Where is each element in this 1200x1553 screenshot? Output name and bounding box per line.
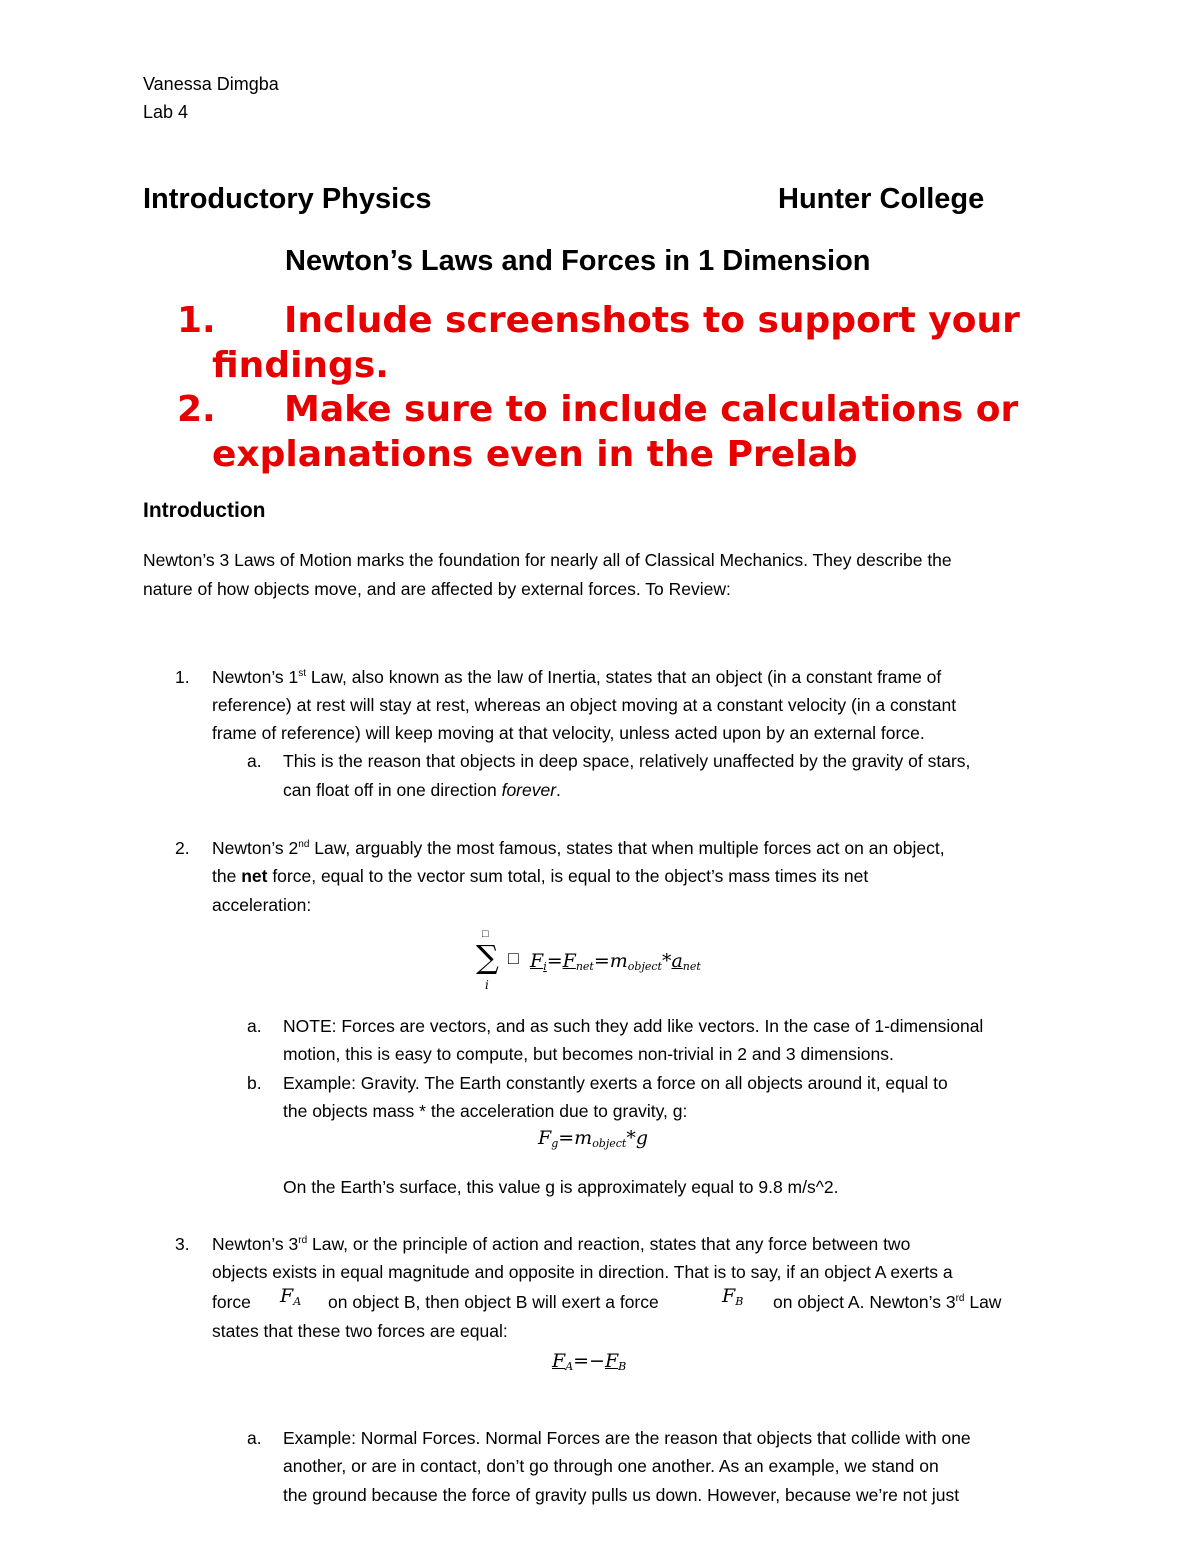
law3-sub-a-line3: the ground because the force of gravity pulls us down. However, because we’re not just (283, 1485, 960, 1505)
law2-sub-a-line1: NOTE: Forces are vectors, and as such they add like vectors. In the case of 1-dimensional (283, 1016, 984, 1036)
law2-sub-b-marker: b. (247, 1073, 262, 1093)
law3-line2: objects exists in equal magnitude and opposite in direction. That is to say, if an object A exerts a (212, 1262, 953, 1282)
college-title: Hunter College (778, 183, 985, 215)
law3-sub-a-line1: Example: Normal Forces. Normal Forces are the reason that objects that collide with one (283, 1428, 971, 1448)
intro-paragraph-line2: nature of how objects move, and are affected by external forces. To Review: (143, 579, 731, 599)
sum-lower-index: i (485, 978, 489, 992)
law1-line3: frame of reference) will keep moving at that velocity, unless acted upon by an external force. (212, 723, 925, 743)
course-title: Introductory Physics (143, 183, 432, 215)
law2-sub-b-line3: On the Earth’s surface, this value g is approximately equal to 9.8 m/s^2. (283, 1177, 839, 1197)
law2-line1: Newton’s 2nd Law, arguably the most famous, states that when multiple forces act on an object, (212, 838, 945, 858)
author-name: Vanessa Dimgba (143, 74, 279, 94)
law3-sub-a-marker: a. (247, 1428, 262, 1448)
force-b-symbol: $F_B$ (722, 1285, 744, 1308)
law2-sub-b-line1: Example: Gravity. The Earth constantly exerts a force on all objects around it, equal to (283, 1073, 948, 1093)
law3-number: 3. (175, 1234, 190, 1254)
law2-line2: the net force, equal to the vector sum total, is equal to the object’s mass times its net (212, 866, 869, 886)
placeholder-box: □ (508, 948, 519, 968)
law1-sub-a-line2: can float off in one direction forever. (283, 780, 561, 800)
instruction-2-line1: Make sure to include calculations or (284, 389, 1019, 430)
second-law-equation: $F_i=F_{net}=m_{object}*a_{net}$ (530, 950, 701, 973)
gravity-equation: $F_g=m_{object}*g$ (538, 1127, 649, 1150)
instruction-1-line2: findings. (212, 345, 389, 386)
instruction-1-number: 1. (177, 300, 216, 341)
law2-number: 2. (175, 838, 190, 858)
summation-symbol: ∑ (476, 938, 499, 976)
instruction-2-number: 2. (177, 389, 216, 430)
law2-sub-a-line2: motion, this is easy to compute, but becomes non-trivial in 2 and 3 dimensions. (283, 1044, 894, 1064)
law1-number: 1. (175, 667, 190, 687)
instruction-1-line1: Include screenshots to support your (284, 300, 1020, 341)
sum-upper-limit: □ (482, 928, 489, 940)
force-a-symbol: $F_A$ (280, 1285, 302, 1308)
lab-number: Lab 4 (143, 102, 189, 122)
law1-sub-a-marker: a. (247, 751, 262, 771)
law3-sub-a-line2: another, or are in contact, don’t go through one another. As an example, we stand on (283, 1456, 939, 1476)
intro-paragraph-line1: Newton’s 3 Laws of Motion marks the foundation for nearly all of Classical Mechanics. They describe the (143, 550, 952, 570)
law2-sub-a-marker: a. (247, 1016, 262, 1036)
law1-line2: reference) at rest will stay at rest, whereas an object moving at a constant velocity (in a constant (212, 695, 957, 715)
law3-line3-middle: on object B, then object B will exert a force (328, 1292, 659, 1312)
law3-line3-end: on object A. Newton’s 3rd Law (773, 1292, 1002, 1312)
law1-sub-a-line1: This is the reason that objects in deep space, relatively unaffected by the gravity of stars, (283, 751, 971, 771)
third-law-equation: $F_A=-F_B$ (552, 1350, 627, 1373)
introduction-heading: Introduction (143, 499, 266, 522)
law2-sub-b-line2: the objects mass * the acceleration due to gravity, g: (283, 1101, 688, 1121)
law2-line3: acceleration: (212, 895, 312, 915)
law3-line3-force: force (212, 1292, 251, 1312)
law3-line4: states that these two forces are equal: (212, 1321, 508, 1341)
law1-line1: Newton’s 1st Law, also known as the law of Inertia, states that an object (in a constant frame of (212, 667, 942, 687)
law3-line1: Newton’s 3rd Law, or the principle of action and reaction, states that any force between two (212, 1234, 911, 1254)
topic-title: Newton’s Laws and Forces in 1 Dimension (285, 245, 871, 277)
instruction-2-line2: explanations even in the Prelab (212, 434, 858, 475)
